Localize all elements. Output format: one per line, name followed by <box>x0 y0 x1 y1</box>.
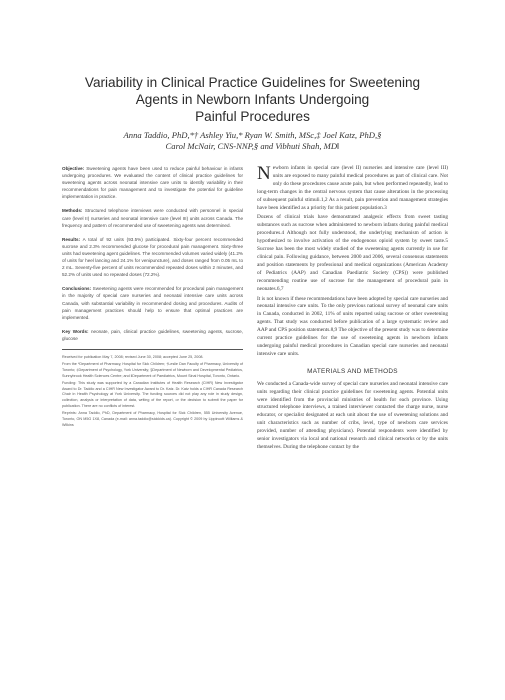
section-label: Methods: <box>62 208 83 214</box>
section-label: Results: <box>62 236 81 242</box>
paragraph-text: Sweetening agents were recommended for procedural pain management in the majority of special care nurseries and neonatal intensive care units across Canada, with substantial variability in recommended dosing and procedures. Audits of pain management practices should help to ensure that optimal practices are implemented. <box>62 286 243 320</box>
section-divider <box>62 349 243 350</box>
author-line: Anna Taddio, PhD,*† Ashley Yiu,* Ryan W. Smith, MSc,‡ Joel Katz, PhD,§ <box>123 130 382 140</box>
section-label: Conclusions: <box>62 286 92 292</box>
section-heading: MATERIALS AND METHODS <box>307 367 398 375</box>
drop-cap: N <box>257 163 271 184</box>
reprints-info: Reprints: Anna Taddio, PhD, Department of Pharmacy, Hospital for Sick Children, 555 University Avenue, Toronto, ON M5G 1X8, Canada (e-mail: anna.taddio@sickkids.ca). Copyright © 2009 by Lippincott Williams & Wilkins <box>62 411 243 427</box>
abstract-objective <box>62 165 243 200</box>
title-line: Painful Procedures <box>195 109 310 124</box>
paragraph-text: neonate, pain, clinical practice guidelines, sweetening agents, sucrose, glucose <box>62 328 243 341</box>
author-line: Carol McNair, CNS-NNP,§ and Vibhuti Shah, MD‖ <box>165 141 340 151</box>
intro-paragraph: It is not known if these recommendations have been adopted by special care nurseries and neonatal intensive care units. To the only previous national survey of neonatal care units in Canada, conducted in 2002, 11% of units reported using sucrose or other sweetening agents. That study was conducted before publication of a large systematic review and AAP and CPS position statements.8,9 The objective of the present study was to determine current practice guidelines for the use of sweetening agents in newborn infants undergoing painful medical procedures in Canadian special care nurseries and neonatal intensive care units. <box>257 295 448 357</box>
intro-paragraph <box>257 165 448 212</box>
intro-paragraph: Dozens of clinical trials have demonstrated analgesic effects from sweet tasting substances such as sucrose when administered to newborn infants during painful medical procedures.4 Although not fully understood, the underlying mechanism of action is hypothesized to involve activation of the endogenous opioid system by sweet taste.5 Sucrose has been the most widely studied of the sweetening agents currently in use for clinical pain. Following guidance, between 2000 and 2006, several consensus statements and position statements by professional and medical organizations (American Academy of Pediatrics (AAP) and Canadian Paediatric Society (CPS)) were published recommending routine use of sucrose for the management of procedural pain in neonates.6,7 <box>257 214 448 292</box>
affiliations: From the *Department of Pharmacy, Hospital for Sick Children; †Leslie Dan Faculty of Pharmacy, University of Toronto; ‡Department of Psychology, York University; §Department of Newborn and Developmental Pediatrics, Sunnybrook Health Sciences Centre; and ‖Department of Paediatrics, Mount Sinai Hospital, Toronto, Ontario. <box>62 361 243 378</box>
article-info <box>62 355 243 429</box>
received-dates: Received for publication May 7, 2008; revised June 30, 2008; accepted June 25, 2008. <box>62 354 204 359</box>
paragraph-text: Sweetening agents have been used to reduce painful behaviour in infants undergoing procedures. We evaluated the content of clinical practice guidelines for sweetening agents across neonatal intensive care units to identify variability in their recommendations for pain management and to investigate the potential for guideline implementation in practice. <box>62 166 243 200</box>
abstract-methods <box>62 207 243 228</box>
abstract-conclusions <box>62 285 243 320</box>
abstract-column <box>62 165 243 430</box>
section-label: Objective: <box>62 166 85 171</box>
methods-paragraph: We conducted a Canada-wide survey of special care nurseries and neonatal intensive care units regarding their clinical practice guidelines for sweetening agents. Potential units were identified from the provincial ministries of health for each province. Using structured telephone interviews, a trained interviewer contacted the charge nurse, nurse educator, or specialist designated at each unit about the use of sweetening solutions and unit characteristics such as number of cribs, level, type of newborn care services provided, number of attending physicians). Potential respondents were identified by senior investigators via local and national research and clinical networks or by the units themselves. During the telephone contact by the <box>257 380 448 450</box>
abstract-results <box>62 236 243 279</box>
article-title <box>40 74 465 125</box>
funding-statement: Funding: This study was supported by a Canadian Institutes of Health Research (CIHR) New Investigator Award to Dr. Taddio and a CIHR New Investigator Award to Dr. Katz. Dr. Katz holds a CIHR Canada Research Chair in Health Psychology at York University. The funding sources did not play any role in study design, collection, analysis or interpretation of data, writing of the report, or the decision to submit the paper for publication. There are no conflicts of interest. <box>62 380 243 409</box>
title-line: Agents in Newborn Infants Undergoing <box>135 92 370 107</box>
body-column <box>257 165 448 454</box>
paragraph-text: ewborn infants in special care (level II) nurseries and intensive care (level III) units are exposed to many painful medical procedures as part of clinical care. Not only do these procedures cause acute pain, but when performed repeatedly, lead to long-term changes in the central nervous system that cause alterations in the processing of subsequent painful stimuli.1,2 As a result, pain prevention and management strategies have been identified as a priority for this patient population.3 <box>257 165 448 211</box>
paragraph-text: Structured telephone interviews were conducted with personnel in special care (level II) nurseries and neonatal intensive care (level III) units across Canada. The frequency and pattern of recommended use of sweetening agents was determined. <box>62 208 244 228</box>
abstract-keywords <box>62 328 243 342</box>
title-line: Variability in Clinical Practice Guidelines for Sweetening <box>84 75 421 90</box>
paragraph-text: A total of 92 units (93.5%) participated. Sixty-four percent recommended sucrose and 2.3% recommended glucose for procedural pain management. Sixty-three units had sweetening agent guidelines. The recommended volumes varied widely (41.2% of units for heel lancing and 24.1% for venipuncture), and doses ranged from 0.05 mL to 2 mL. Seventy-five percent of units recommended repeated doses within 2 minutes, and 52.2% of units used no repeated doses (72.2%). <box>62 236 243 278</box>
section-label: Key Words: <box>62 328 89 334</box>
author-list <box>40 130 465 152</box>
